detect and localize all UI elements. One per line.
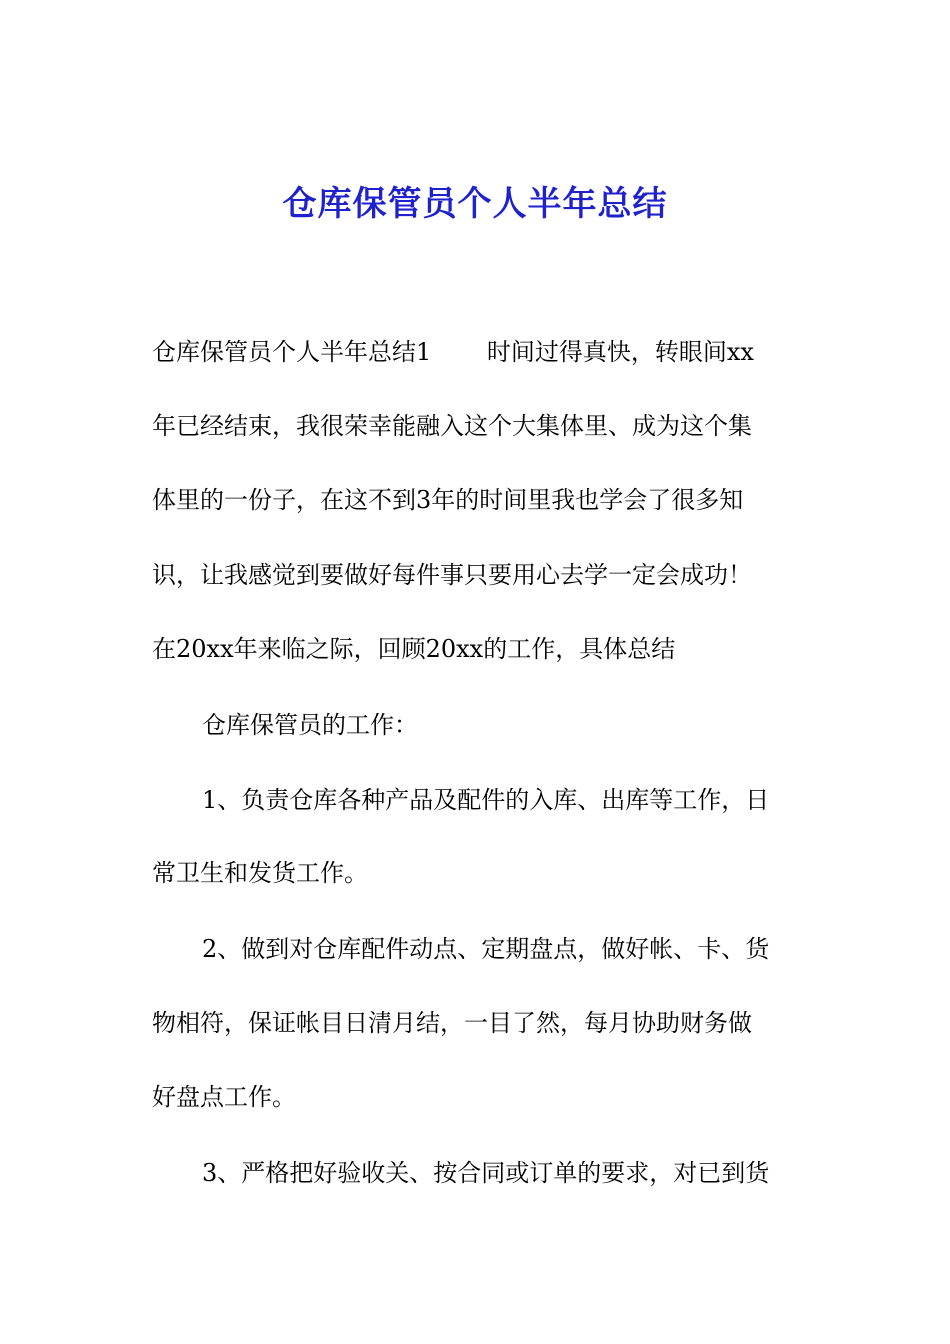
paragraph-line: 年已经结束，我很荣幸能融入这个大集体里、成为这个集 (152, 412, 752, 440)
list-item-line: 好盘点工作。 (152, 1083, 296, 1111)
section-heading: 仓库保管员的工作： (202, 711, 418, 739)
list-item-line: 2、做到对仓库配件动点、定期盘点，做好帐、卡、货 (202, 935, 770, 963)
document-title: 仓库保管员个人半年总结 (282, 184, 668, 224)
list-item-line: 3、严格把好验收关、按合同或订单的要求，对已到货 (202, 1159, 770, 1187)
paragraph-line: 在20xx年来临之际，回顾20xx的工作，具体总结 (152, 635, 676, 663)
list-item-line: 常卫生和发货工作。 (152, 859, 368, 887)
paragraph-line: 仓库保管员个人半年总结1 时间过得真快，转眼间xx (152, 338, 754, 366)
paragraph-line: 识，让我感觉到要做好每件事只要用心去学一定会成功！ (152, 561, 752, 589)
list-item-line: 1、负责仓库各种产品及配件的入库、出库等工作，日 (202, 786, 770, 814)
paragraph-line: 体里的一份子，在这不到3年的时间里我也学会了很多知 (152, 486, 744, 514)
list-item-line: 物相符，保证帐目日清月结，一目了然，每月协助财务做 (152, 1009, 752, 1037)
